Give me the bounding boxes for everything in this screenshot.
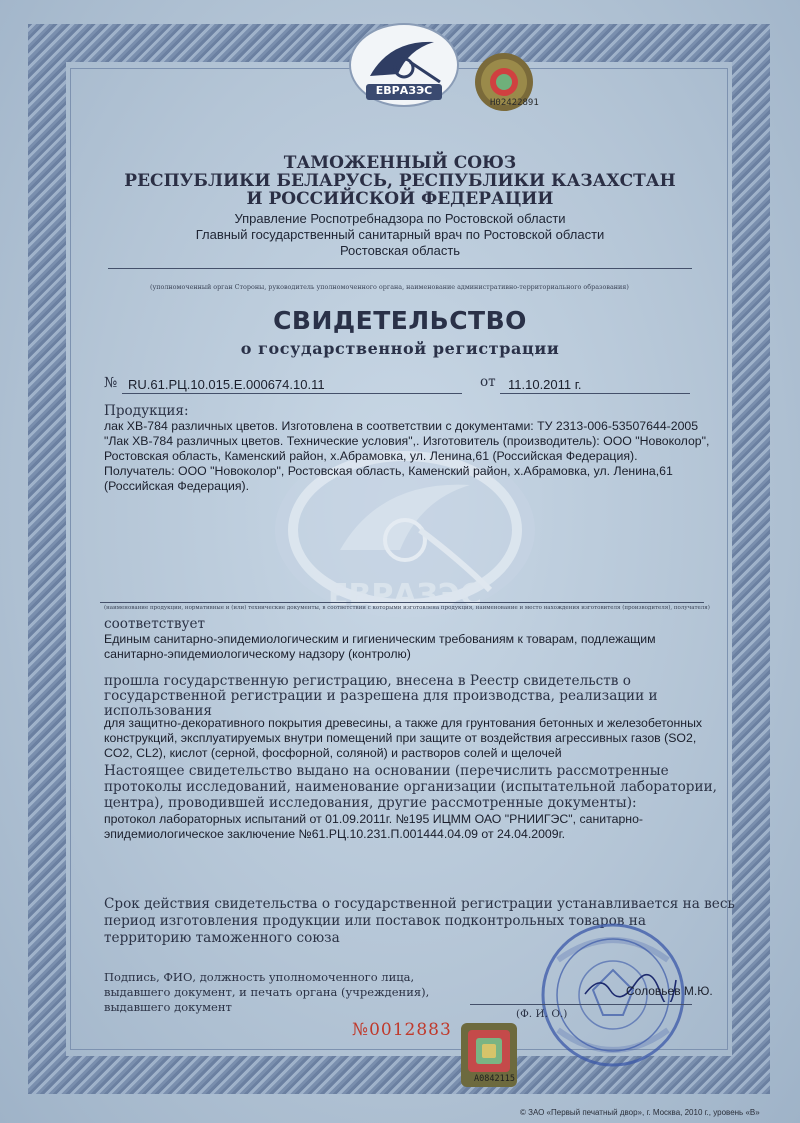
usage-line-1: для защитно-декоративного покрытия древесины, а также для грунтования бетонных и железобетонных — [104, 716, 703, 730]
basis-line-2: протоколы исследований, наименование организации (испытательной лаборатории, — [104, 779, 717, 795]
signatory-name: Соловьев М.Ю. — [626, 984, 713, 998]
product-line-5: (Российская Федерация). — [104, 479, 250, 493]
product-line-1: лак ХВ-784 различных цветов. Изготовлена в соответствии с документами: ТУ 2313-006-53507644-2005 — [104, 419, 699, 433]
product-line-4: Получатель: ООО "Новоколор", Ростовская область, Каменский район, х.Абрамовка, ул. Ленина,61 — [104, 464, 673, 478]
number-rule — [122, 393, 462, 394]
union-title-2: РЕСПУБЛИКИ БЕЛАРУСЬ, РЕСПУБЛИКИ КАЗАХСТАН — [124, 171, 676, 191]
hologram-top-code: H02422891 — [490, 98, 539, 108]
signature-line-2: выдавшего документ, и печать органа (учреждения), — [104, 985, 430, 999]
validity-line-1: Срок действия свидетельства о государственной регистрации устанавливается на весь — [104, 896, 735, 912]
authority-line-1: Управление Роспотребнадзора по Ростовской области — [234, 211, 566, 226]
basis-doc-1: протокол лабораторных испытаний от 01.09.2011г. №195 ИЦММ ОАО "РНИИГЭС", санитарно- — [104, 812, 644, 826]
union-title-3: И РОССИЙСКОЙ ФЕДЕРАЦИИ — [246, 189, 554, 209]
union-title-1: ТАМОЖЕННЫЙ СОЮЗ — [283, 153, 517, 173]
registry-line-3: использования — [104, 703, 213, 719]
signatory-caption: (Ф. И. О.) — [516, 1008, 568, 1020]
validity-line-3: территорию таможенного союза — [104, 930, 340, 946]
date-label: от — [480, 374, 496, 390]
conformity-line-1: Единым санитарно-эпидемиологическим и гигиеническим требованиям к товарам, подлежащим — [104, 632, 656, 646]
signature-rule — [470, 1004, 692, 1005]
basis-doc-2: эпидемиологическое заключение №61.РЦ.10.231.П.001444.04.09 от 24.04.2009г. — [104, 827, 565, 841]
hologram-bottom-code: A0842115 — [474, 1074, 515, 1084]
date-rule — [500, 393, 690, 394]
svg-text:ЕВРАЗЭС: ЕВРАЗЭС — [328, 578, 482, 613]
validity-line-2: период изготовления продукции или поставок подконтрольных товаров на — [104, 913, 646, 929]
conformity-line-2: санитарно-эпидемиологическому надзору (контролю) — [104, 647, 411, 661]
registry-line-1: прошла государственную регистрацию, внесена в Реестр свидетельств о — [104, 673, 631, 689]
authority-line-3: Ростовская область — [339, 243, 461, 258]
basis-line-3: центра), проводившей исследования, другие рассмотренные документы): — [104, 795, 637, 811]
product-line-3: Ростовская область, Каменский район, х.Абрамовка, ул. Ленина,61 (Российская Федерация). — [104, 449, 638, 463]
registration-date: 11.10.2011 г. — [508, 377, 582, 392]
signature-line-3: выдавшего документ — [104, 1000, 232, 1014]
registry-line-2: государственной регистрации и разрешена для производства, реализации и — [104, 688, 658, 704]
usage-line-3: CO2, CL2), кислот (серной, фосфорной, соляной) и растворов солей и щелочей — [104, 746, 562, 760]
product-line-2: "Лак ХВ-784 различных цветов. Технические условия",. Изготовитель (производитель): ООО "Новоколор", — [104, 434, 710, 448]
product-rule — [100, 602, 704, 603]
printer-imprint: © ЗАО «Первый печатный двор», г. Москва, 2010 г., уровень «В» — [520, 1108, 760, 1117]
conformity-label: соответствует — [104, 616, 206, 632]
number-label: № — [104, 375, 118, 391]
registration-number: RU.61.РЦ.10.015.Е.000674.10.11 — [128, 377, 325, 392]
signature-line-1: Подпись, ФИО, должность уполномоченного лица, — [104, 970, 415, 984]
authority-line-2: Главный государственный санитарный врач по Ростовской области — [195, 227, 605, 242]
document-title: СВИДЕТЕЛЬСТВО — [273, 306, 527, 335]
product-label: Продукция: — [104, 403, 189, 419]
usage-line-2: конструкций, эксплуатируемых внутри помещений при защите от воздействия агрессивных газов (SO2, — [104, 731, 697, 745]
emblem-label: ЕВРАЗЭС — [375, 84, 433, 97]
authority-rule — [108, 268, 692, 269]
serial-number: №0012883 — [352, 1020, 452, 1040]
document-subtitle: о государственной регистрации — [240, 339, 560, 358]
basis-line-1: Настоящее свидетельство выдано на основании (перечислить рассмотренные — [104, 763, 669, 779]
product-caption: (наименование продукции, нормативные и (или) технические документы, в соответствии с которыми изготовлена продукция, наименование и место нахождения изготовителя (производителя), получателя) — [104, 605, 710, 611]
authority-caption: (уполномоченный орган Стороны, руководитель уполномоченного органа, наименование административно-территориального образования) — [150, 283, 629, 291]
